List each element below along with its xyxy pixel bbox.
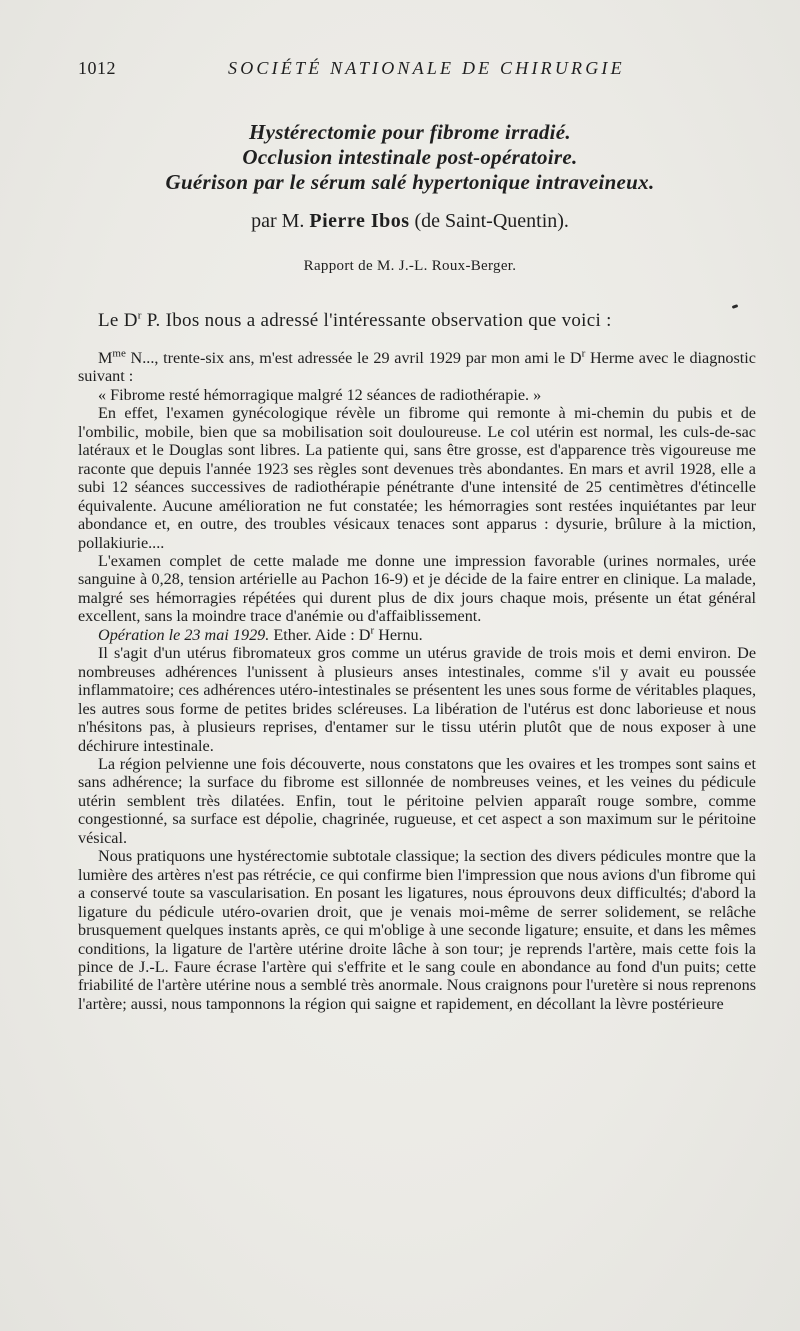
paragraph-3: En effet, l'examen gynécologique révèle un fibrome qui remonte à mi-chemin du pubis et de l'ombilic, mobile, bien que sa mobilisation soit douloureuse. Le col utérin est normal, les culs-de-sac latéraux et le Douglas sont libres. La patiente qui, sans être grosse, est d'apparence très vigoureuse me raconte que depuis l'année 1923 ses règles sont devenues très abondantes. En mars et avril 1928, elle a subi 12 séances successives de radiothérapie pénétrante d'une intensité de 25 centimètres d'étincelle équivalente. Aucune amélioration ne fut constatée; les hémorragies sont restées inquiétantes par leur abondance et, en outre, des troubles vésicaux tenaces sont apparus : dysurie, brûlure à la miction, pollakiurie.... xyxy=(78,404,756,552)
p5-operation-date: Opération le 23 mai 1929. xyxy=(98,625,270,644)
running-head xyxy=(78,58,754,82)
title-line-1: Hystérectomie pour fibrome irradié. xyxy=(249,120,571,144)
p1-superscript-1: me xyxy=(112,347,126,360)
report-line: Rapport de M. J.-L. Roux-Berger. xyxy=(303,258,517,274)
p5-text-end: Hernu. xyxy=(374,625,423,644)
paragraph-2: « Fibrome resté hémorragique malgré 12 séances de radiothérapie. » xyxy=(98,385,542,404)
intro-superscript: r xyxy=(137,309,142,322)
p1-text-b: N..., trente-six ans, m'est adressée le 29 avril 1929 par mon ami le D xyxy=(125,349,582,367)
p5-superscript: r xyxy=(370,624,375,637)
paragraph-5 xyxy=(78,626,756,644)
journal-name: SOCIÉTÉ NATIONALE DE CHIRURGIE xyxy=(228,58,625,78)
paragraph-7: La région pelvienne une fois découverte, nous constatons que les ovaires et les trompes sont sains et sans adhérence; la surface du fibrome est sillonnée de nombreuses veines, et les veines du pédicule utérin semblent très dilatées. Enfin, tout le péritoine pelvien apparaît rouge sombre, comme congestionné, sa surface est dépolie, chagrinée, rugueuse, et cet aspect a son maximum sur le péritoine vésical. xyxy=(78,754,756,847)
author-name: Pierre Ibos xyxy=(309,210,410,232)
article-title xyxy=(60,120,760,195)
intro-rest: P. Ibos nous a adressé l'intéressante observation que voici : xyxy=(141,310,612,331)
p1-text-a: M xyxy=(98,349,113,367)
paragraph-8: Nous pratiquons une hystérectomie subtotale classique; la section des divers pédicules montre que la lumière des artères n'est pas rétrécie, ce qui confirme bien l'impression que nous avions d'un fibrome qui a conservé toute sa vascularisation. En posant les ligatures, nous éprouvons deux difficultés; d'abord la ligature du pédicule utéro-ovarien droit, que je venais moi-même de serrer solidement, se relâche brusquement quelques instants après, ce qui m'oblige à une seconde ligature; ensuite, et dans les mêmes conditions, la ligature de l'artère utérine droite lâche à son tour; je reprends l'artère, mais cette fois la pince de J.-L. Faure écrase l'artère qui s'effrite et le sang coule en abondance au fond d'un puits; cette friabilité de l'artère utérine nous a semblé très anormale. Nous craignons pour l'uretère si nous reprenons l'artère; aussi, nous tamponnons la région qui saigne et rapidement, en décollant la lèvre postérieure xyxy=(78,847,756,1013)
byline-prefix: par M. xyxy=(251,210,305,232)
page-number: 1012 xyxy=(78,58,116,78)
p1-text-c: Herme avec le diagnostic suivant : xyxy=(78,349,756,386)
ink-speck xyxy=(732,304,739,309)
paragraph-4: L'examen complet de cette malade me donne une impression favorable (urines normales, urée sanguine à 0,28, tension artérielle au Pachon 16-9) et je décide de la faire entrer en clinique. La malade, malgré ses hémorragies répétées qui durent plus de dix jours chaque mois, présente un état général excellent, sans la moindre trace d'anémie ou d'affaiblissement. xyxy=(78,551,756,626)
body-text xyxy=(78,349,756,1013)
p1-superscript-2: r xyxy=(581,347,586,360)
byline xyxy=(60,210,760,233)
title-line-3: Guérison par le sérum salé hypertonique intraveineux. xyxy=(165,170,655,194)
paragraph-1 xyxy=(78,349,756,386)
intro-prefix: Le D xyxy=(98,310,138,331)
byline-suffix: (de Saint-Quentin). xyxy=(414,210,569,232)
p5-text: Ether. Aide : D xyxy=(269,625,371,644)
paragraph-6: Il s'agit d'un utérus fibromateux gros comme un utérus gravide de trois mois et demi environ. De nombreuses adhérences l'unissent à plusieurs anses intestinales, comme s'il y avait eu poussée inflammatoire; ces adhérences utéro-intestinales se présentent les unes sous forme de véritables plaques, les autres sous forme de petites brides scléreuses. La libération de l'utérus est donc laborieuse et nous n'hésitons pas, à plusieurs reprises, d'entamer sur le tissu utérin plutôt que de nous exposer à une déchirure intestinale. xyxy=(78,644,756,755)
title-line-2: Occlusion intestinale post-opératoire. xyxy=(242,145,578,169)
intro-sentence xyxy=(98,310,758,332)
